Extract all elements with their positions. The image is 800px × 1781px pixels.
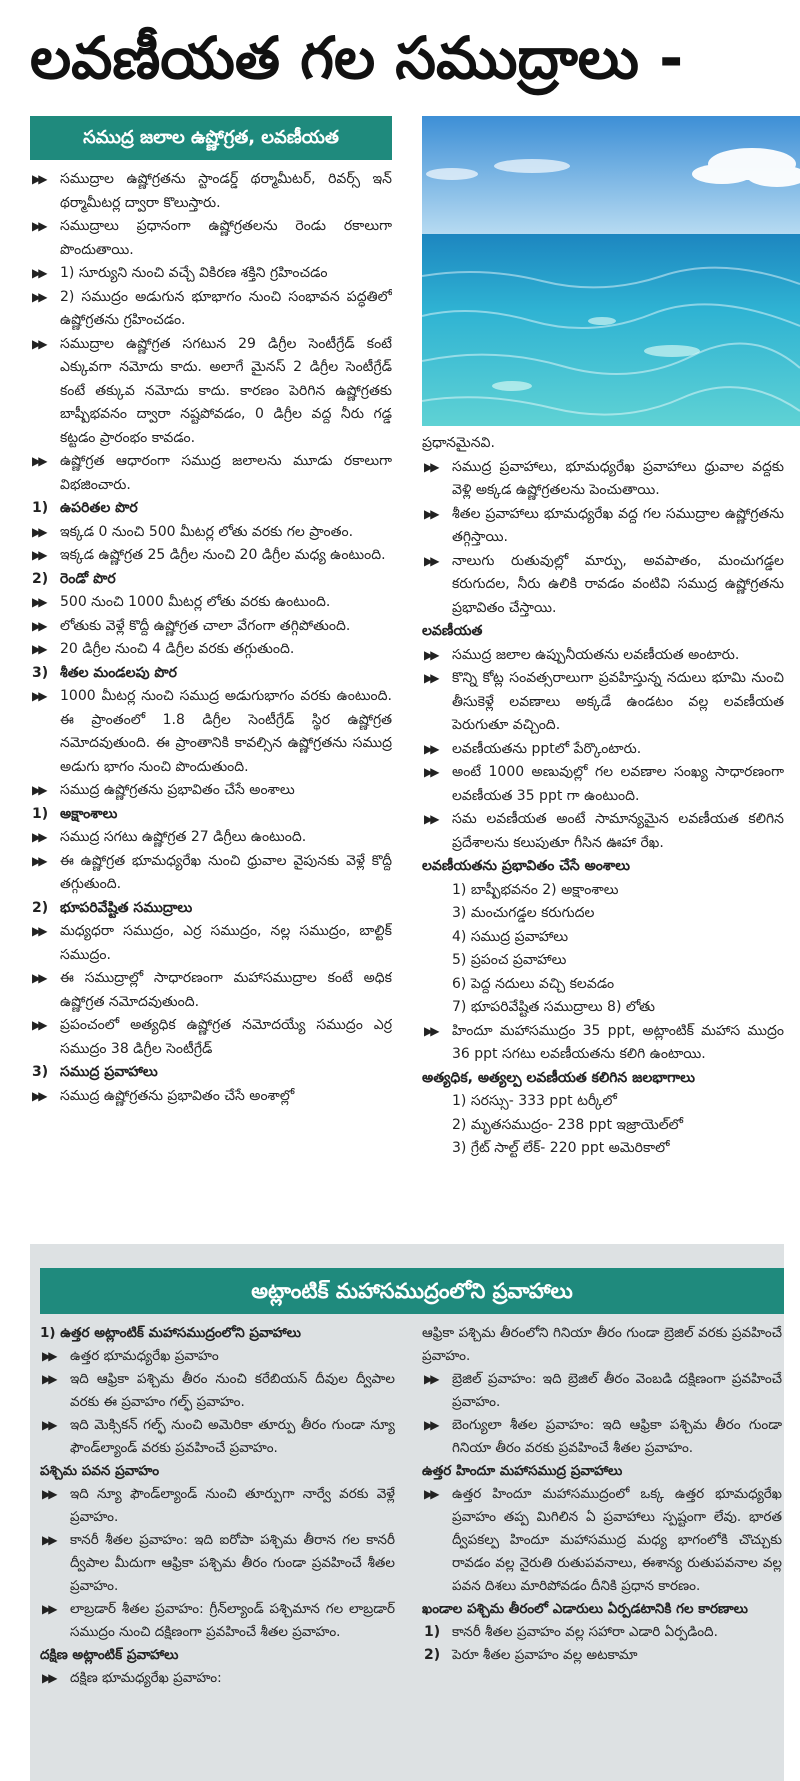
text-item-label: శీతల మండలపు పొర (60, 664, 177, 681)
page-title: లవణీయత గల సముద్రాలు - (30, 24, 684, 92)
item-number: 2) (424, 1647, 441, 1663)
text-item (40, 1644, 395, 1667)
bottom-right-column (422, 1322, 782, 1777)
text-item-label: సముద్రాలు ప్రధానంగా ఉష్ణోగ్రతలను రెండు రకాలుగా పొందుతాయి. (60, 218, 392, 258)
item-number: 1) (32, 805, 49, 822)
text-item (422, 855, 784, 879)
text-item-label: సముద్రాల ఉష్ణోగ్రత సగటున 29 డిగ్రీల సెంటీగ్రేడ్ కంటే ఎక్కువగా నమోదు కాదు. అలాగే మైనస్ 2 డిగ్రీల సెంటీగ్రేడ్ కంటే తక్కువ నమోదు కాదు. కారణం పెరిగిన ఉష్ణోగ్రతకు బాష్పీభవనం ద్వారా నష్టపోవడం, 0 డిగ్రీల వద్ద నీరు గడ్డ కట్టడం ప్రారంభం కావడం. (60, 335, 392, 446)
text-item-label: భూపరివేష్టిత సముద్రాలు (60, 899, 193, 916)
text-item (422, 550, 784, 621)
double-arrow-bullet-icon: ▶▶ (424, 1023, 437, 1038)
text-item-label: రెండో పొర (60, 570, 116, 587)
text-item (30, 544, 392, 568)
text-item (30, 497, 392, 521)
text-item-label: ఉష్ణోగ్రత ఆధారంగా సముద్ర జలాలను మూడు రకాలుగా విభజించారు. (60, 453, 392, 493)
text-item-label: ఇది న్యూ ఫౌండ్‌ల్యాండ్ నుంచి తూర్పుగా నార్వే వరకు వెళ్లే ప్రవాహం. (70, 1486, 395, 1525)
text-item-label: 1) ఉత్తర అట్లాంటిక్ మహాసముద్రంలోని ప్రవాహాలు (40, 1325, 301, 1341)
text-item (30, 779, 392, 803)
text-item (422, 808, 784, 855)
text-item-label: ప్రపంచంలో అత్యధిక ఉష్ణోగ్రత నమోదయ్యే సముద్రం ఎర్ర సముద్రం 38 డిగ్రీల సెంటీగ్రేడ్ (60, 1017, 392, 1057)
double-arrow-bullet-icon: ▶▶ (32, 595, 45, 609)
text-item-label: 20 డిగ్రీల నుంచి 4 డిగ్రీల వరకు తగ్గుతుంది. (60, 641, 295, 657)
text-item-label: మధ్యధరా సముద్రం, ఎర్ర సముద్రం, నల్ల సముద్రం, బాల్టిక్ సముద్రం. (60, 923, 392, 963)
text-item-label: ఖండాల పశ్చిమ తీరంలో ఎడారులు ఏర్పడటానికి గల కారణాలు (422, 1601, 748, 1617)
text-item (40, 1345, 395, 1368)
double-arrow-bullet-icon: ▶▶ (424, 765, 437, 779)
text-item (30, 897, 392, 921)
text-item-label: ఉత్తర భూమధ్యరేఖ ప్రవాహం (70, 1348, 219, 1364)
text-item (30, 638, 392, 662)
text-item (422, 1368, 782, 1414)
text-item (40, 1322, 395, 1345)
double-arrow-bullet-icon: ▶▶ (32, 454, 45, 468)
text-item (30, 850, 392, 897)
ocean-photo (422, 116, 800, 426)
text-item-label: సముద్ర సగటు ఉష్ణోగ్రత 27 డిగ్రీలు ఉంటుంది. (60, 829, 307, 845)
text-item-label: పశ్చిమ పవన ప్రవాహం (40, 1463, 160, 1479)
text-item-label: దక్షిణ భూమధ్యరేఖ ప్రవాహం: (70, 1670, 222, 1686)
item-number: 3) (32, 664, 49, 681)
text-item (422, 879, 784, 903)
text-item (422, 902, 784, 926)
double-arrow-bullet-icon: ▶▶ (32, 853, 45, 868)
text-item (422, 1621, 782, 1644)
left-column (30, 168, 392, 1218)
text-item (40, 1483, 395, 1529)
text-item-label: లవణీయతను ప్రభావితం చేసే అంశాలు (422, 858, 630, 874)
text-item-label: ఆఫ్రికా పశ్చిమ తీరంలోని గినియా తీరం గుండా బ్రెజిల్ వరకు ప్రవహించే ప్రవాహం. (422, 1325, 782, 1364)
text-item (422, 1598, 782, 1621)
text-item-label: ఉత్తర హిందూ మహాసముద్రంలో ఒక్క ఉత్తర భూమధ్యరేఖ ప్రవాహం తప్ప మిగిలిన ఏ ప్రవాహాలు స్పష్టంగా లేవు. భారత ద్వీపకల్ప హిందూ మహాసముద్ర మధ్య భాగంలోకి చొచ్చుకు రావడం వల్ల నైరుతి రుతుపవనాలు, ఈశాన్య రుతుపవనాల వల్ల పవన దిశలు మారిపోవడం దీనికి ప్రధాన కారణం. (452, 1486, 782, 1594)
text-item-label: సముద్ర ఉష్ణోగ్రతను ప్రభావితం చేసే అంశాలు (60, 782, 295, 798)
text-item-label: ఉత్తర హిందూ మహాసముద్ర ప్రవాహాలు (422, 1463, 623, 1479)
double-arrow-bullet-icon: ▶▶ (42, 1487, 55, 1501)
text-item (422, 1483, 782, 1598)
text-item (422, 456, 784, 503)
text-item-label: సముద్రాల ఉష్ణోగ్రతను స్టాండర్డ్ థర్మామీటర్, రివర్స్ ఇన్ థర్మామీటర్ల ద్వారా కొలుస్తారు. (60, 171, 392, 211)
text-item-label: లవణీయతను pptలో పేర్కొంటారు. (452, 740, 642, 757)
text-item (422, 432, 784, 456)
text-item-label: 1) సూర్యుని నుంచి వచ్చే వికిరణ శక్తిని గ్రహించడం (60, 265, 328, 281)
double-arrow-bullet-icon: ▶▶ (42, 1671, 55, 1685)
double-arrow-bullet-icon: ▶▶ (32, 172, 45, 186)
text-item-label: ఈ సముద్రాల్లో సాధారణంగా మహాసముద్రాల కంటే అధిక ఉష్ణోగ్రత నమోదవుతుంది. (60, 970, 392, 1010)
double-arrow-bullet-icon: ▶▶ (32, 336, 45, 351)
text-item-label: 2) సముద్రం అడుగున భూభాగం నుంచి సంభావన పద్ధతిలో ఉష్ణోగ్రతను గ్రహించడం. (60, 288, 392, 328)
text-item-label: కానరీ శీతల ప్రవాహం వల్ల సహారా ఎడారి ఏర్పడింది. (452, 1624, 718, 1640)
double-arrow-bullet-icon: ▶▶ (32, 689, 45, 703)
double-arrow-bullet-icon: ▶▶ (32, 266, 45, 280)
text-item (422, 926, 784, 950)
text-item-label: 4) సముద్ర ప్రవాహాలు (452, 928, 569, 945)
item-number: 2) (32, 899, 49, 916)
double-arrow-bullet-icon: ▶▶ (424, 671, 437, 685)
text-item (422, 996, 784, 1020)
text-item-label: లవణీయత (422, 623, 483, 639)
text-item-label: ఈ ఉష్ణోగ్రత భూమధ్యరేఖ నుంచి ధ్రువాల వైపునకు వెళ్లే కొద్దీ తగ్గుతుంది. (60, 852, 392, 892)
text-item (30, 521, 392, 545)
text-item-label: లోతుకు వెళ్లే కొద్దీ ఉష్ణోగ్రత చాలా వేగంగా తగ్గిపోతుంది. (60, 617, 351, 634)
text-item (422, 738, 784, 762)
double-arrow-bullet-icon: ▶▶ (42, 1372, 55, 1386)
text-item-label: ఉపరితల పొర (60, 500, 138, 516)
double-arrow-bullet-icon: ▶▶ (32, 1018, 45, 1032)
text-item (422, 1460, 782, 1483)
double-arrow-bullet-icon: ▶▶ (424, 647, 437, 662)
text-item (40, 1598, 395, 1644)
double-arrow-bullet-icon: ▶▶ (424, 812, 437, 826)
text-item (30, 450, 392, 497)
double-arrow-bullet-icon: ▶▶ (32, 618, 45, 633)
double-arrow-bullet-icon: ▶▶ (424, 553, 437, 568)
text-item (30, 685, 392, 779)
text-item-label: అత్యధిక, అత్యల్ప లవణీయత కలిగిన జలభాగాలు (422, 1069, 695, 1086)
text-item (30, 333, 392, 451)
item-number: 1) (32, 500, 49, 516)
double-arrow-bullet-icon: ▶▶ (32, 642, 45, 656)
text-item (422, 1090, 784, 1114)
text-item (422, 1322, 782, 1368)
text-item (422, 644, 784, 668)
double-arrow-bullet-icon: ▶▶ (42, 1533, 55, 1547)
text-item (40, 1368, 395, 1414)
section-banner-temperature: సముద్ర జలాల ఉష్ణోగ్రత, లవణీయత (30, 116, 392, 160)
text-item (30, 215, 392, 262)
double-arrow-bullet-icon: ▶▶ (32, 1088, 45, 1103)
double-arrow-bullet-icon: ▶▶ (32, 971, 45, 985)
text-item-label: 3) మంచుగడ్డల కరుగుదల (452, 905, 595, 921)
text-item-label: సముద్ర ఉష్ణోగ్రతను ప్రభావితం చేసే అంశాల్లో (60, 1087, 295, 1104)
item-number: 3) (32, 1064, 49, 1080)
text-item (422, 1137, 784, 1161)
text-item-label: అక్షాంశాలు (60, 805, 118, 822)
text-item (30, 615, 392, 639)
text-item-label: 7) భూపరివేష్టిత సముద్రాలు 8) లోతు (452, 999, 655, 1015)
double-arrow-bullet-icon: ▶▶ (32, 924, 45, 938)
text-item (422, 620, 784, 644)
text-item (30, 262, 392, 286)
text-item (30, 967, 392, 1014)
text-item (30, 1085, 392, 1109)
double-arrow-bullet-icon: ▶▶ (424, 1372, 437, 1386)
text-item (422, 1644, 782, 1667)
double-arrow-bullet-icon: ▶▶ (424, 506, 437, 521)
text-item-label: ఇక్కడ 0 నుంచి 500 మీటర్ల లోతు వరకు గల ప్రాంతం. (60, 523, 354, 540)
text-item (422, 949, 784, 973)
text-item-label: 6) పెద్ద నదులు వచ్చి కలవడం (452, 975, 615, 992)
text-item-label: ప్రధానమైనవి. (422, 435, 495, 451)
text-item-label: సముద్ర ప్రవాహాలు, భూమధ్యరేఖ ప్రవాహాలు ధ్రువాల వద్దకు వెళ్లి అక్కడ ఉష్ణోగ్రతలను పెంచుతాయి. (452, 458, 784, 498)
text-item (30, 803, 392, 827)
text-item-label: 3) గ్రేట్ సాల్ట్ లేక్- 220 ppt అమెరికాలో (452, 1140, 670, 1156)
text-item-label: దక్షిణ అట్లాంటిక్ ప్రవాహాలు (40, 1647, 179, 1663)
double-arrow-bullet-icon: ▶▶ (424, 741, 437, 756)
double-arrow-bullet-icon: ▶▶ (32, 219, 45, 233)
right-column (422, 432, 784, 1222)
text-item-label: బ్రెజిల్ ప్రవాహం: ఇది బ్రెజిల్ తీరం వెంబడి దక్షిణంగా ప్రవహించే ప్రవాహం. (452, 1371, 782, 1410)
text-item-label: సముద్ర జలాల ఉప్పునీయతను లవణీయత అంటారు. (452, 646, 740, 663)
text-item-label: నాలుగు రుతువుల్లో మార్పు, అవపాతం, మంచుగడ్డల కరుగుదల, నీరు ఉలికి రావడం వంటివి సముద్ర ఉష్ణోగ్రతను ప్రభావితం చేస్తాయి. (452, 552, 784, 616)
text-item-label: సమ లవణీయత అంటే సామాన్యమైన లవణీయత కలిగిన ప్రదేశాలను కలుపుతూ గీసిన ఊహా రేఖ. (452, 811, 784, 851)
text-item (30, 826, 392, 850)
text-item (422, 1067, 784, 1091)
text-item (40, 1460, 395, 1483)
text-item-label: 500 నుంచి 1000 మీటర్ల లోతు వరకు ఉంటుంది. (60, 594, 331, 610)
double-arrow-bullet-icon: ▶▶ (42, 1418, 55, 1432)
bottom-left-column (40, 1322, 395, 1777)
double-arrow-bullet-icon: ▶▶ (424, 459, 437, 474)
double-arrow-bullet-icon: ▶▶ (32, 783, 45, 797)
text-item (422, 667, 784, 738)
text-item-label: ఇది మెక్సికన్ గల్ఫ్ నుంచి అమెరికా తూర్పు తీరం గుండా న్యూ ఫౌండ్‌ల్యాండ్ వరకు ప్రవహించే ప్రవాహం. (70, 1417, 395, 1456)
text-item-label: అంటే 1000 అణువుల్లో గల లవణాల సంఖ్య సాధారణంగా లవణీయత 35 ppt గా ఉంటుంది. (452, 764, 784, 804)
text-item (30, 568, 392, 592)
text-item (422, 1020, 784, 1067)
double-arrow-bullet-icon: ▶▶ (424, 1418, 437, 1432)
text-item-label: కానరీ శీతల ప్రవాహం: ఇది ఐరోపా పశ్చిమ తీరాన గల కానరీ ద్వీపాల మీదుగా ఆఫ్రికా పశ్చిమ తీరం గుండా ప్రవహించే శీతల ప్రవాహం. (70, 1532, 395, 1594)
double-arrow-bullet-icon: ▶▶ (32, 524, 45, 539)
text-item-label: ఇక్కడ ఉష్ణోగ్రత 25 డిగ్రీల నుంచి 20 డిగ్రీల మధ్య ఉంటుంది. (60, 547, 386, 563)
item-number: 2) (32, 570, 49, 587)
double-arrow-bullet-icon: ▶▶ (32, 289, 45, 304)
text-item (30, 286, 392, 333)
text-item (30, 1014, 392, 1061)
text-item (30, 591, 392, 615)
text-item-label: బెంగ్యులా శీతల ప్రవాహం: ఇది ఆఫ్రికా పశ్చిమ తీరం గుండా గినియా తీరం వరకు ప్రవహించే శీతల ప్రవాహం. (452, 1417, 782, 1456)
double-arrow-bullet-icon: ▶▶ (32, 548, 45, 562)
double-arrow-bullet-icon: ▶▶ (424, 1487, 437, 1501)
double-arrow-bullet-icon: ▶▶ (42, 1349, 55, 1363)
text-item (422, 973, 784, 997)
text-item-label: ఇది ఆఫ్రికా పశ్చిమ తీరం నుంచి కరేబియన్ దీవుల ద్వీపాల వరకు ఈ ప్రవాహం గల్ఫ్ ప్రవాహం. (70, 1371, 395, 1410)
text-item (422, 1414, 782, 1460)
double-arrow-bullet-icon: ▶▶ (32, 830, 45, 844)
text-item (40, 1414, 395, 1460)
text-item (40, 1529, 395, 1598)
text-item (30, 1061, 392, 1085)
text-item-label: లాబ్రడార్ శీతల ప్రవాహం: గ్రీన్‌ల్యాండ్ పశ్చిమాన గల లాబ్రడార్ సముద్రం నుంచి దక్షిణంగా ప్రవహించే శీతల ప్రవాహం. (70, 1601, 395, 1640)
double-arrow-bullet-icon: ▶▶ (42, 1602, 55, 1616)
text-item (422, 503, 784, 550)
text-item-label: పెరూ శీతల ప్రవాహం వల్ల అటకామా (452, 1647, 638, 1663)
text-item-label: 1) బాష్పీభవనం 2) అక్షాంశాలు (452, 881, 619, 898)
text-item-label: 1000 మీటర్ల నుంచి సముద్ర అడుగుభాగం వరకు ఉంటుంది. ఈ ప్రాంతంలో 1.8 డిగ్రీల సెంటీగ్రేడ్ స్థిర ఉష్ణోగ్రత నమోదవుతుంది. ఈ ప్రాంతానికి కావల్సిన ఉష్ణోగ్రతను సముద్ర అడుగు భాగం నుంచి పొందుతుంది. (60, 688, 392, 775)
text-item (40, 1667, 395, 1690)
text-item-label: హిందూ మహాసముద్రం 35 ppt, అట్లాంటిక్ మహాస ముద్రం 36 ppt సగటు లవణీయతను కలిగి ఉంటాయి. (452, 1022, 784, 1062)
ocean-illustration (422, 116, 800, 426)
text-item-label: 1) సరస్సు- 333 ppt టర్కీలో (452, 1093, 617, 1109)
section-banner-atlantic: అట్లాంటిక్ మహాసముద్రంలోని ప్రవాహాలు (40, 1268, 784, 1314)
text-item-label: శీతల ప్రవాహాలు భూమధ్యరేఖ వద్ద గల సముద్రాల ఉష్ణోగ్రతను తగ్గిస్తాయి. (452, 505, 784, 545)
text-item-label: 2) మృతసముద్రం- 238 ppt ఇజ్రాయెల్‌లో (452, 1116, 684, 1133)
text-item-label: 5) ప్రపంచ ప్రవాహాలు (452, 952, 567, 968)
text-item (422, 1114, 784, 1138)
text-item (30, 920, 392, 967)
text-item-label: కొన్ని కోట్ల సంవత్సరాలుగా ప్రవహిస్తున్న నదులు భూమి నుంచి తీసుకెళ్లే లవణాలు అక్కడే ఉండటం వల్ల లవణీయత పెరుగుతూ వచ్చింది. (452, 670, 784, 733)
item-number: 1) (424, 1624, 441, 1640)
text-item (30, 662, 392, 686)
text-item (422, 761, 784, 808)
text-item (30, 168, 392, 215)
text-item-label: సముద్ర ప్రవాహాలు (60, 1064, 158, 1080)
